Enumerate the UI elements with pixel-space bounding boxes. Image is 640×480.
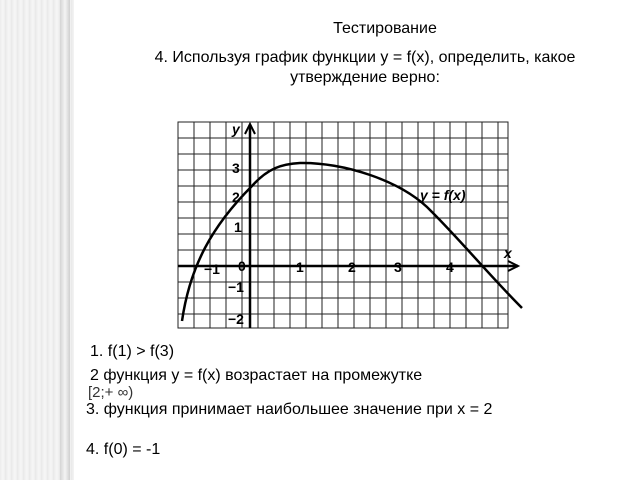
- answer-option-2[interactable]: 2 функция у = f(x) возрастает на промежутке: [90, 367, 423, 384]
- x-tick: 1: [296, 259, 304, 275]
- answer-option-2-interval: [2;+ ∞): [88, 384, 134, 401]
- y-axis-label: y: [232, 121, 240, 137]
- slide-heading: Тестирование: [333, 20, 437, 37]
- answer-option-4[interactable]: 4. f(0) = -1: [86, 441, 161, 458]
- function-label: y = f(x): [420, 187, 466, 203]
- x-tick: −1: [204, 261, 220, 277]
- y-tick: −2: [228, 311, 244, 327]
- function-graph: [172, 116, 524, 334]
- slide-binding-rail: [60, 0, 70, 480]
- question-text: 4. Используя график функции у = f(x), определить, какое утверждение верно:: [154, 49, 576, 86]
- grid: [178, 122, 508, 328]
- y-tick: 2: [232, 189, 240, 205]
- x-tick: 3: [394, 259, 402, 275]
- x-tick: 2: [348, 259, 356, 275]
- y-tick: −1: [228, 279, 244, 295]
- answer-option-3[interactable]: 3. функция принимает наибольшее значение при x = 2: [86, 401, 493, 418]
- x-tick: 0: [238, 258, 246, 274]
- x-axis-label: x: [504, 245, 512, 261]
- function-curve: [182, 163, 522, 321]
- answer-option-1[interactable]: 1. f(1) > f(3): [90, 343, 175, 360]
- y-tick: 1: [234, 219, 242, 235]
- x-tick: 4: [446, 259, 454, 275]
- y-tick: 3: [232, 160, 240, 176]
